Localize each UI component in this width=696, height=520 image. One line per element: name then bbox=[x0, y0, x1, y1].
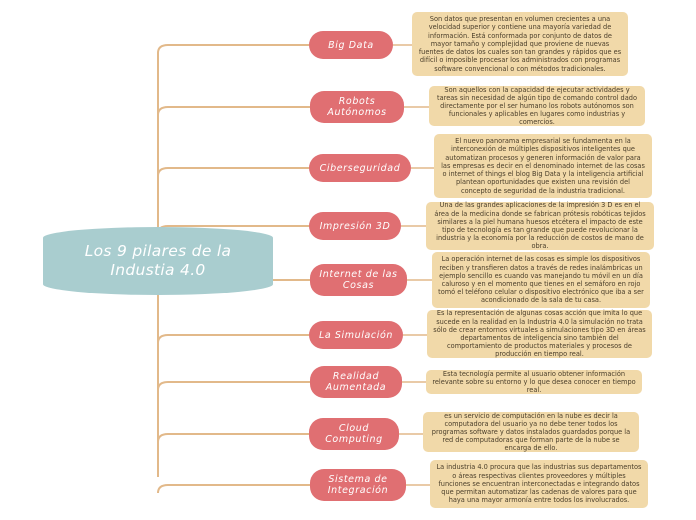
branch-line bbox=[158, 485, 310, 493]
central-topic-label: Los 9 pilares de la Industia 4.0 bbox=[84, 242, 232, 279]
description-text: Es la representación de algunas cosas acción que imita lo que sucede en la realidad en la Industria 4.0 la simulación no trata sólo de crear entornos virtuales a simulaciones tipo 3D en áreas departamentos de inteligencia sino también del comportamiento de productos materiales y procesos de producción en tiempo real. bbox=[433, 309, 646, 359]
topic-label: Sistema de Integración bbox=[327, 474, 389, 496]
branch-line bbox=[158, 45, 309, 53]
description-big-data bbox=[412, 12, 628, 76]
description-text: Esta tecnología permite al usuario obtener información relevante sobre su entorno y lo que desea conocer en tiempo real. bbox=[432, 369, 636, 395]
branch-line bbox=[158, 107, 310, 115]
description-sistema-de-integracion bbox=[430, 460, 648, 508]
description-text: Son datos que presentan en volumen crecientes a una velocidad superior y contiene una mayoría variedad de información. Está conformada por conjunto de datos de mayor tamaño y complejidad que proviene de nuevas fuentes de datos los cuales son tan grandes y rápidos que es difícil o imposible procesar los administrados con programas software convencional o con métodos tradicionales. bbox=[418, 15, 622, 73]
description-text: Son aquellos con la capacidad de ejecutar actividades y tareas sin necesidad de algún tipo de comando control dado directamente por el ser humano los robots autónomos son funcionales y aplicables en lugares como industrias y comercios. bbox=[437, 85, 637, 127]
branch-line bbox=[158, 335, 309, 343]
topic-big-data[interactable] bbox=[309, 31, 393, 59]
topic-label: Big Data bbox=[328, 39, 374, 51]
description-text: El nuevo panorama empresarial se fundamenta en la interconexión de múltiples dispositivos inteligentes que automatizan procesos y generen información de valor para las empresas es decir en el denominado internet de las cosas o internet of things el blog Big Data y la inteligencia artificial plantean oportunidades que existen una revisión del concepto de seguridad de la industria tradicional. bbox=[441, 137, 645, 195]
branch-line bbox=[158, 382, 310, 390]
description-text: Una de las grandes aplicaciones de la impresión 3 D es en el área de la medicina donde se fabrican prótesis robóticas tejidos similares a la piel humana huesos etcétera el impacto de este tipo de tecnología es tan grande que puede revolucionar la industria y la economía por la reducción de costos de mano de obra. bbox=[434, 201, 646, 251]
description-realidad-aumentada bbox=[426, 370, 642, 394]
description-ciberseguridad bbox=[434, 134, 652, 198]
topic-la-simulacion[interactable] bbox=[309, 321, 403, 349]
description-la-simulacion bbox=[427, 310, 652, 358]
topic-label: Realidad Aumentada bbox=[325, 371, 387, 393]
branch-line bbox=[158, 168, 309, 176]
topic-robots-autonomos[interactable] bbox=[310, 91, 404, 123]
branch-line bbox=[158, 434, 309, 442]
topic-cloud-computing[interactable] bbox=[309, 418, 399, 450]
topic-internet-de-las-cosas[interactable] bbox=[310, 264, 407, 296]
description-text: La industria 4.0 procura que las industrias sus departamentos o áreas respectivas clientes proveedores y múltiples funciones se encuentran interconectadas e integrando datos que permitan automatizar las cadenas de valores para que haya una mayor armonía entre todos los involucrados. bbox=[436, 463, 642, 505]
topic-realidad-aumentada[interactable] bbox=[310, 366, 402, 398]
topic-sistema-de-integracion[interactable] bbox=[310, 469, 406, 501]
topic-impresion-3d[interactable] bbox=[309, 212, 401, 240]
description-impresion-3d bbox=[426, 202, 654, 250]
description-text: La operación internet de las cosas es simple los dispositivos reciben y transfieren datos a través de redes inalámbricas un ejemplo sencillo es cuando vas manejando tu móvil en un día caluroso y en el momento que tienes en el semáforo en rojo tomó el teléfono celular o dispositivo electrónico que iba a ser acondicionado de la sala de tu casa. bbox=[438, 255, 644, 305]
topic-label: Internet de las Cosas bbox=[319, 269, 398, 291]
topic-ciberseguridad[interactable] bbox=[309, 154, 411, 182]
topic-label: La Simulación bbox=[318, 329, 394, 341]
description-internet-de-las-cosas bbox=[432, 252, 650, 308]
topic-label: Robots Autónomos bbox=[327, 96, 387, 118]
description-cloud-computing bbox=[423, 412, 639, 452]
central-topic[interactable] bbox=[43, 227, 273, 295]
description-text: es un servicio de computación en la nube es decir la computadora del usuario ya no debe tener todos los programas software y datos instalados guardados porque la red de computadoras que forman parte de la nube se encarga de ello. bbox=[431, 411, 631, 453]
description-robots-autonomos bbox=[429, 86, 645, 126]
topic-label: Cloud Computing bbox=[325, 423, 383, 445]
topic-label: Ciberseguridad bbox=[319, 162, 401, 174]
topic-label: Impresión 3D bbox=[319, 220, 391, 232]
